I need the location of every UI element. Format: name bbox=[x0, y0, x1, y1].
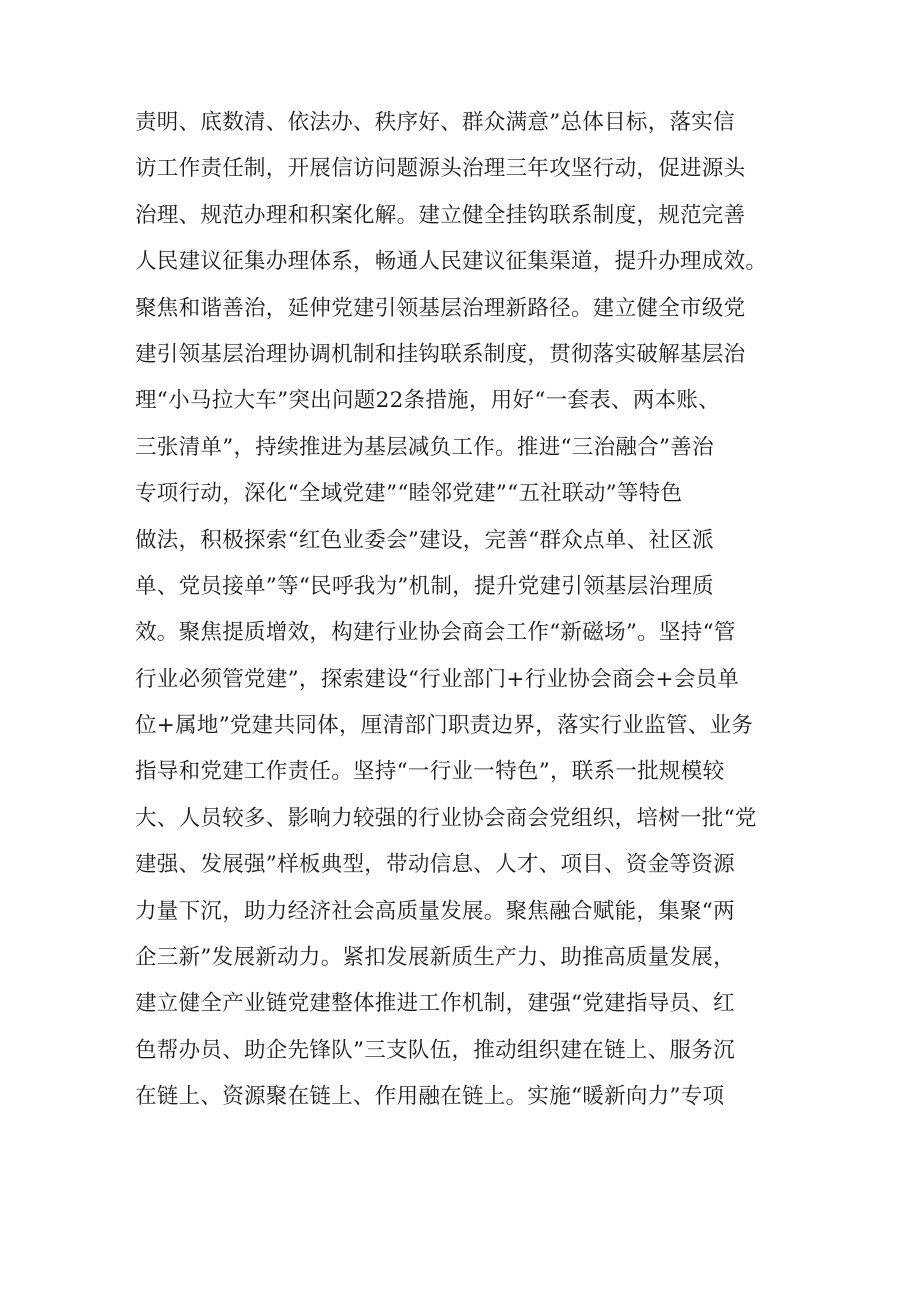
text-line: 专项行动，深化“全域党建”“睦邻党建”“五社联动”等特色 bbox=[135, 481, 683, 507]
text-line: 人民建议征集办理体系，畅通人民建议征集渠道，提升办理成效。 bbox=[135, 249, 768, 275]
body-text bbox=[135, 100, 815, 1121]
text-line: 效。聚焦提质增效，构建行业协会商会工作“新磁场”。坚持“管 bbox=[135, 620, 736, 646]
text-line: 大、人员较多、影响力较强的行业协会商会党组织，培树一批“党 bbox=[135, 805, 757, 831]
text-line: 访工作责任制，开展信访问题源头治理三年攻坚行动，促进源头 bbox=[135, 156, 746, 182]
text-line: 企三新”发展新动力。紧扣发展新质生产力、助推高质量发展， bbox=[135, 945, 735, 971]
text-line: 行业必须管党建”，探索建设“行业部门+行业协会商会+会员单 bbox=[135, 666, 740, 692]
text-line: 三张清单”，持续推进为基层减负工作。推进“三治融合”善治 bbox=[135, 434, 714, 460]
text-line: 理“小马拉大车”突出问题22条措施，用好“一套表、两本账、 bbox=[135, 388, 721, 414]
text-line: 责明、底数清、依法办、秩序好、群众满意”总体目标，落实信 bbox=[135, 110, 735, 135]
text-line: 建强、发展强”样板典型，带动信息、人才、项目、资金等资源 bbox=[135, 852, 735, 878]
text-line: 指导和党建工作责任。坚持“一行业一特色”，联系一批规模较 bbox=[135, 759, 725, 785]
text-line: 治理、规范办理和积案化解。建立健全挂钩联系制度，规范完善 bbox=[135, 202, 746, 228]
text-line: 色帮办员、助企先锋队”三支队伍，推动组织建在链上、服务沉 bbox=[135, 1037, 735, 1063]
text-line: 力量下沉，助力经济社会高质量发展。聚焦融合赋能，集聚“两 bbox=[135, 898, 735, 924]
text-line: 在链上、资源聚在链上、作用融在链上。实施“暖新向力”专项 bbox=[135, 1084, 725, 1110]
text-line: 位+属地”党建共同体，厘清部门职责边界，落实行业监管、业务 bbox=[135, 713, 754, 739]
text-line: 聚焦和谐善治，延伸党建引领基层治理新路径。建立健全市级党 bbox=[135, 295, 746, 321]
text-line: 单、党员接单”等“民呼我为”机制，提升党建引领基层治理质 bbox=[135, 573, 714, 599]
text-line: 建引领基层治理协调机制和挂钩联系制度，贯彻落实破解基层治 bbox=[135, 341, 746, 367]
text-line: 做法，积极探索“红色业委会”建设，完善“群众点单、社区派 bbox=[135, 527, 714, 553]
text-line: 建立健全产业链党建整体推进工作机制，建强“党建指导员、红 bbox=[135, 991, 735, 1017]
